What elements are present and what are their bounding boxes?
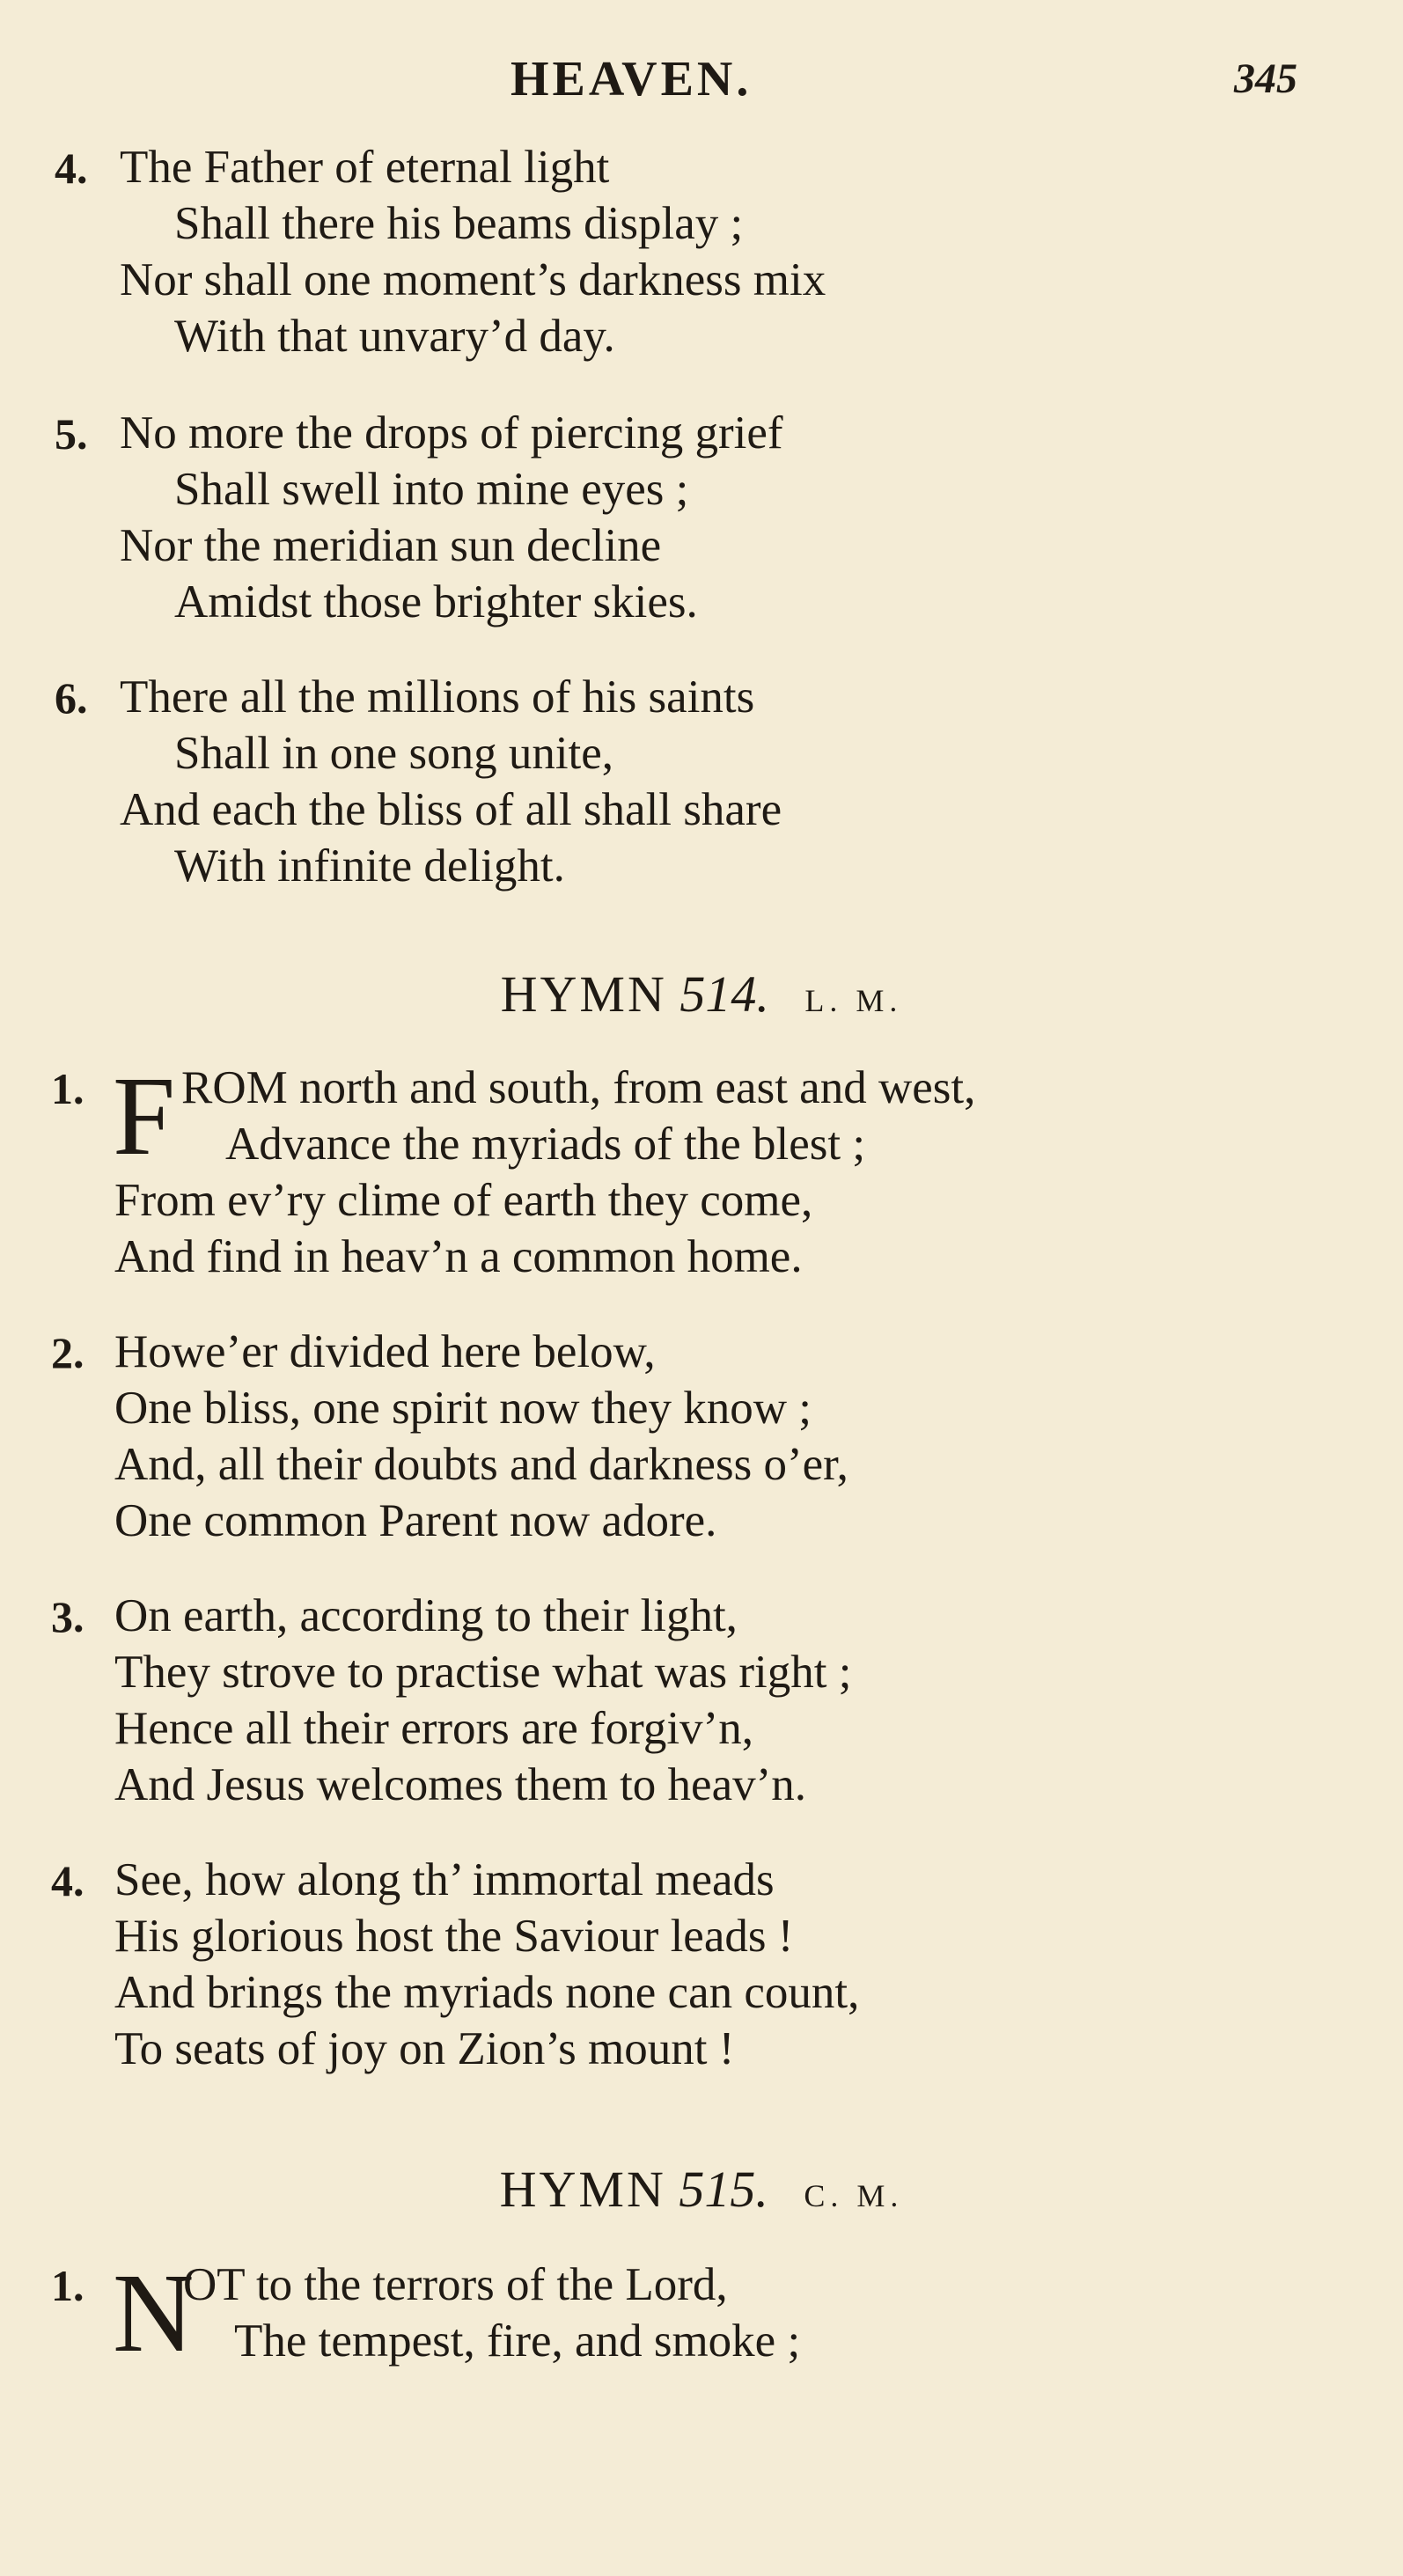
verse-line: On earth, according to their light, — [114, 1590, 738, 1641]
verse-line: Nor the meridian sun decline — [120, 520, 662, 571]
verse-line: With infinite delight. — [174, 840, 565, 892]
stanza-number: 4. — [55, 143, 88, 193]
stanza-number: 1. — [51, 2261, 84, 2310]
verse-line: They strove to practise what was right ; — [114, 1647, 852, 1698]
page-number: 345 — [1234, 55, 1297, 102]
verse-line: There all the millions of his saints — [120, 672, 755, 723]
drop-cap: N — [113, 2250, 195, 2375]
verse-line: Shall there his beams display ; — [174, 198, 744, 249]
hymn-number: 515. — [679, 2161, 768, 2218]
verse-line: One bliss, one spirit now they know ; — [114, 1383, 812, 1434]
verse-line: OT to the terrors of the Lord, — [183, 2259, 728, 2310]
hymn-meter: C. M. — [804, 2178, 904, 2213]
hymn-word: HYMN — [500, 965, 667, 1023]
verse-line: And, all their doubts and darkness o’er, — [114, 1439, 848, 1490]
hymn-meter: L. M. — [804, 983, 903, 1018]
verse-line: Nor shall one moment’s darkness mix — [120, 254, 826, 305]
stanza-number: 2. — [51, 1328, 84, 1377]
verse-line: To seats of joy on Zion’s mount ! — [114, 2023, 735, 2074]
verse-line: Amidst those brighter skies. — [174, 576, 698, 627]
verse-line: His glorious host the Saviour leads ! — [114, 1911, 794, 1962]
verse-line: The tempest, fire, and smoke ; — [234, 2315, 801, 2367]
verse-line: And find in heav’n a common home. — [114, 1231, 803, 1282]
running-title: HEAVEN. — [511, 52, 753, 106]
stanza-number: 1. — [51, 1064, 84, 1113]
verse-line: See, how along th’ immortal meads — [114, 1854, 775, 1905]
verse-line: From ev’ry clime of earth they come, — [114, 1175, 813, 1226]
verse-line: Shall in one song unite, — [174, 728, 614, 779]
verse-line: No more the drops of piercing grief — [120, 407, 783, 459]
verse-line: Howe’er divided here below, — [114, 1326, 656, 1377]
drop-cap: F — [113, 1053, 176, 1178]
verse-line: And Jesus welcomes them to heav’n. — [114, 1759, 806, 1810]
stanza-number: 6. — [55, 673, 88, 723]
hymn-number: 514. — [679, 965, 769, 1023]
verse-line: Shall swell into mine eyes ; — [174, 464, 689, 515]
hymn-514-heading — [0, 965, 1403, 1024]
verse-line: With that unvary’d day. — [174, 311, 615, 362]
verse-line: Hence all their errors are forgiv’n, — [114, 1703, 753, 1754]
verse-line: And each the bliss of all shall share — [120, 784, 782, 835]
hymn-word: HYMN — [499, 2161, 666, 2218]
verse-line: Advance the myriads of the blest ; — [225, 1119, 866, 1170]
stanza-number: 4. — [51, 1856, 84, 1905]
verse-line: ROM north and south, from east and west, — [181, 1062, 976, 1113]
stanza-number: 5. — [55, 409, 88, 459]
stanza-number: 3. — [51, 1592, 84, 1641]
verse-line: And brings the myriads none can count, — [114, 1967, 860, 2018]
running-head — [0, 51, 1403, 104]
verse-line: One common Parent now adore. — [114, 1495, 717, 1546]
verse-line: The Father of eternal light — [120, 142, 610, 193]
hymn-515-heading — [0, 2160, 1403, 2219]
